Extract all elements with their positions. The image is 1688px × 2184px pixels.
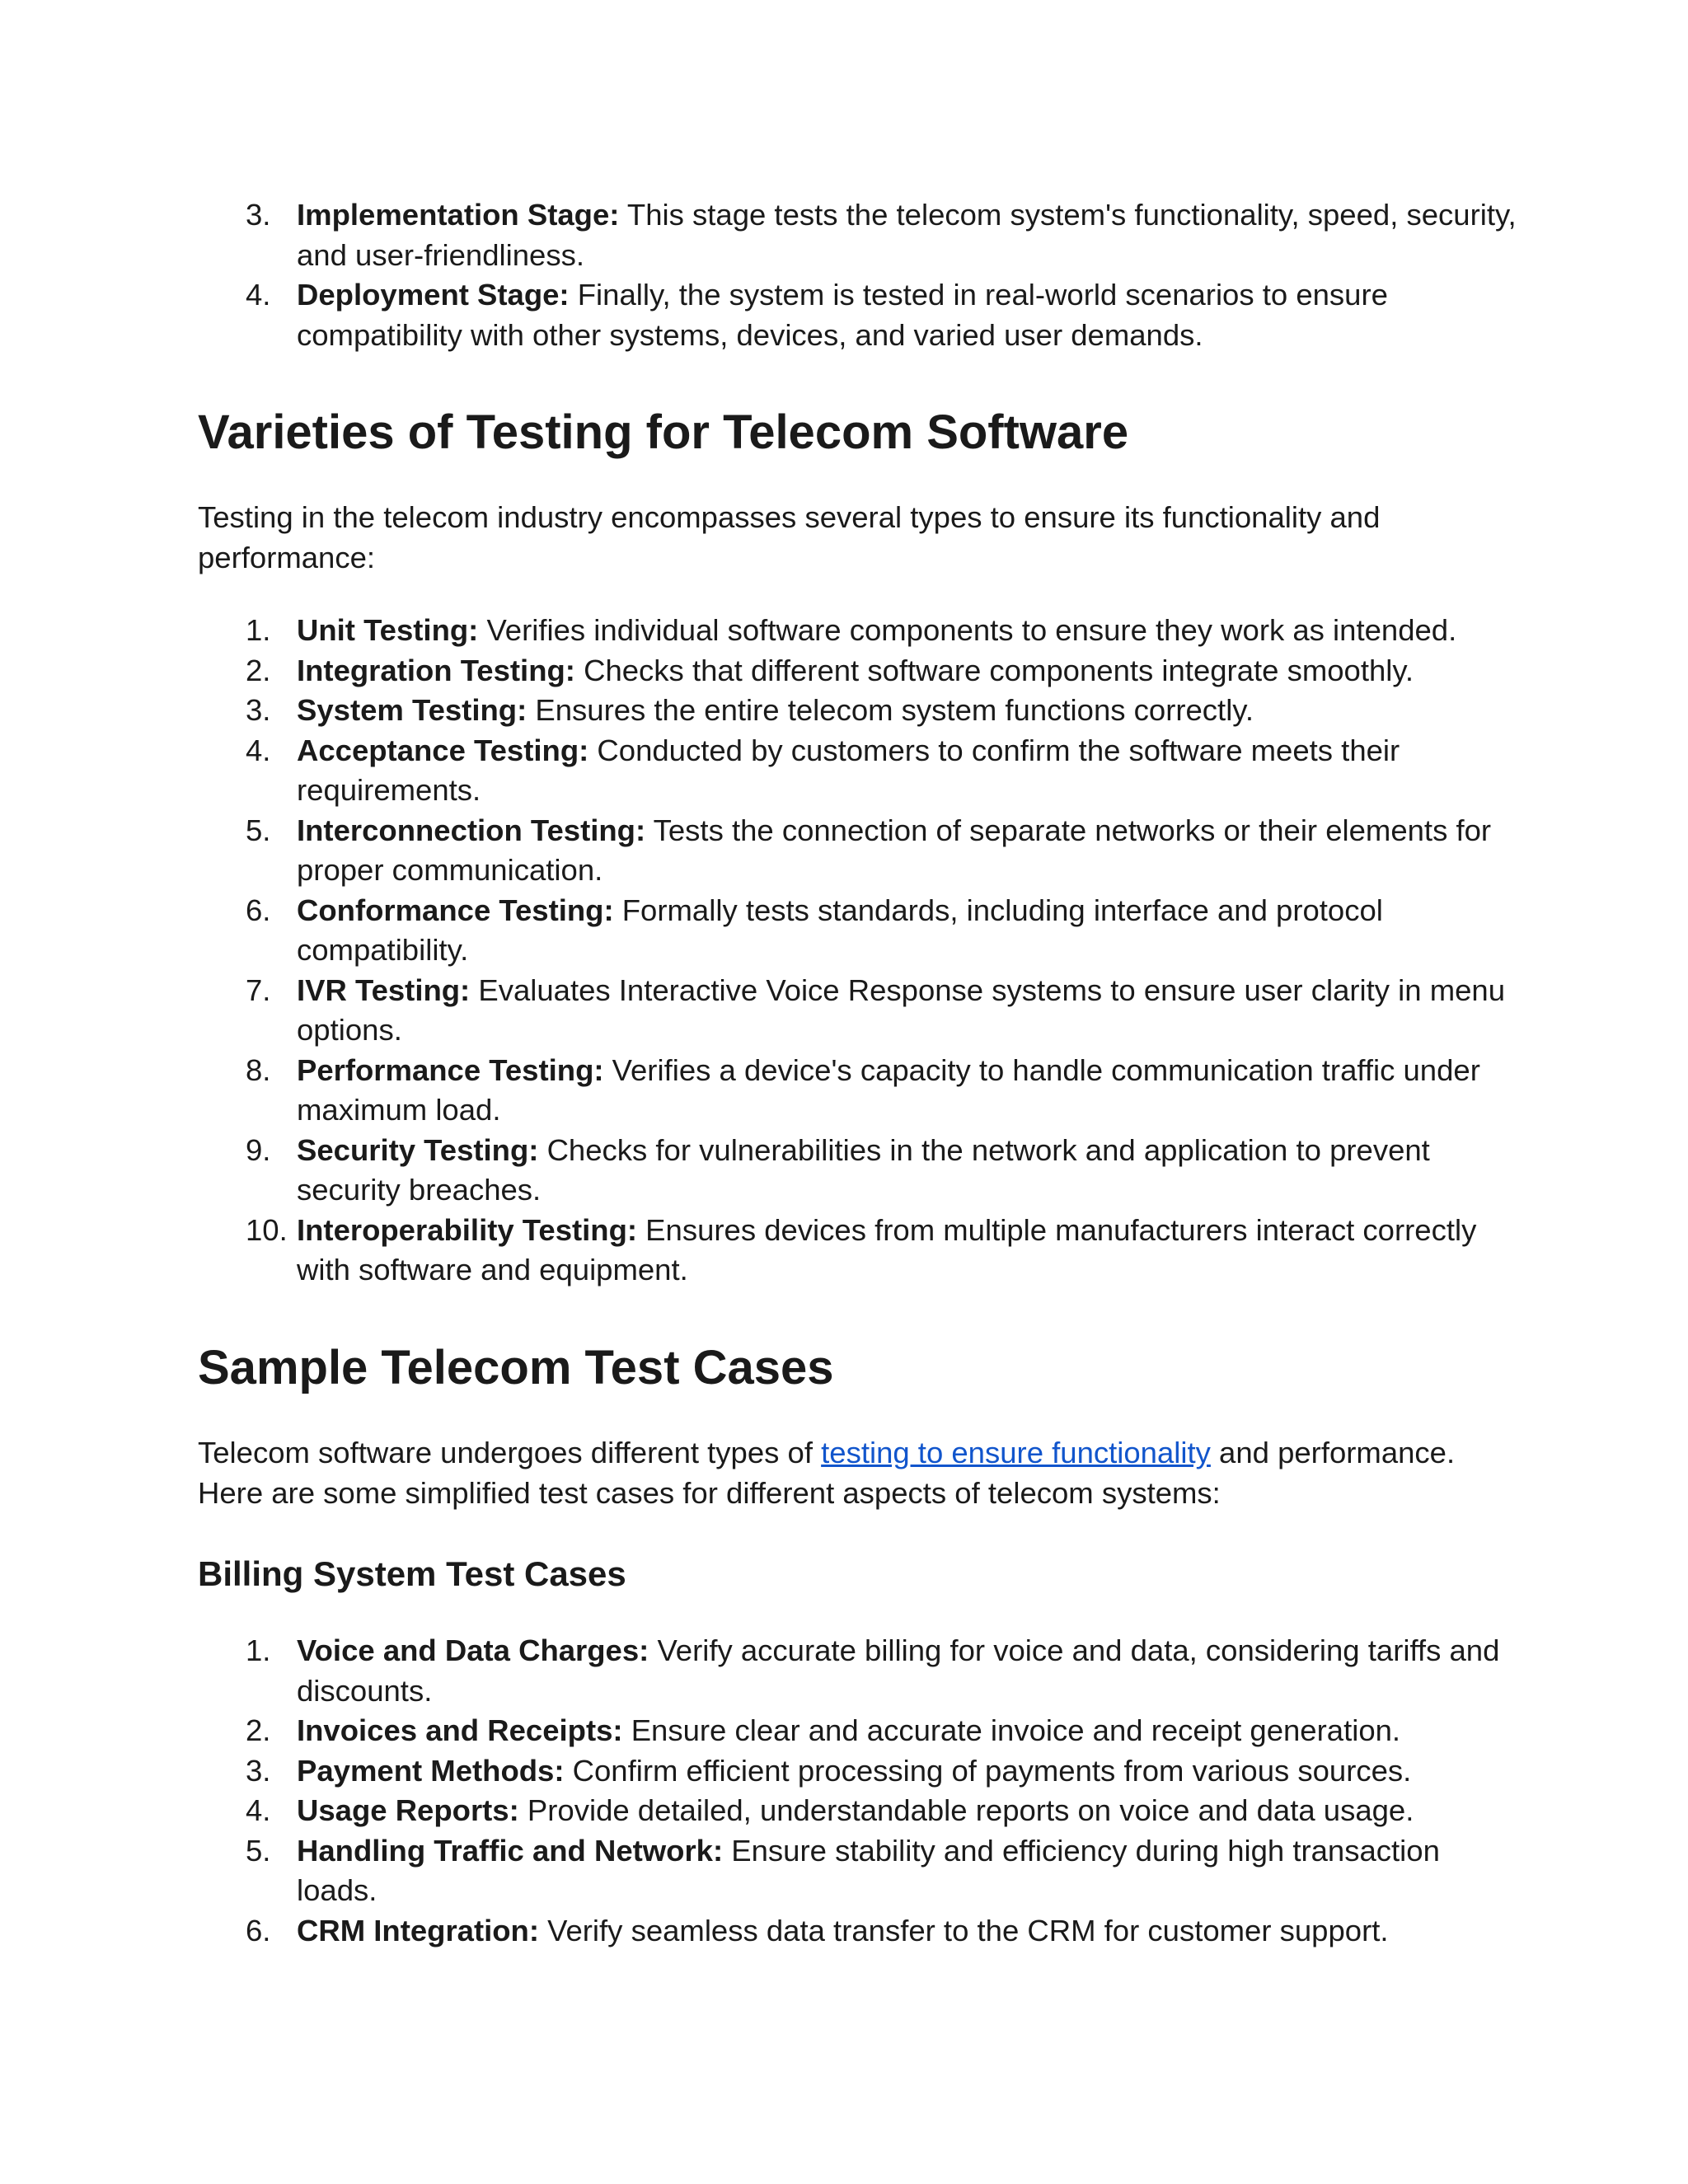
list-text: Verify seamless data transfer to the CRM for customer support. xyxy=(539,1913,1389,1947)
list-number: 5. xyxy=(246,1833,271,1868)
varieties-list xyxy=(198,611,1517,1291)
list-number: 4. xyxy=(246,278,271,312)
varieties-intro: Testing in the telecom industry encompasses several types to ensure its functionality and performance: xyxy=(198,500,1381,574)
list-item xyxy=(198,971,1517,1051)
list-number: 8. xyxy=(246,1052,271,1087)
list-item xyxy=(198,1831,1517,1911)
list-text: Ensures the entire telecom system functions correctly. xyxy=(527,693,1254,727)
list-term: Unit Testing: xyxy=(297,613,479,647)
list-text: This stage tests the telecom system's functionality, speed, security, and user-friendliness. xyxy=(297,198,1517,272)
list-term: Interoperability Testing: xyxy=(297,1212,638,1247)
list-text: Verify accurate billing for voice and data, considering tariffs and discounts. xyxy=(297,1633,1500,1708)
list-term: IVR Testing: xyxy=(297,972,471,1007)
list-item xyxy=(198,651,1517,691)
list-text: Verifies a device's capacity to handle communication traffic under maximum load. xyxy=(297,1052,1480,1127)
list-item xyxy=(198,1751,1517,1792)
list-item xyxy=(198,891,1517,971)
list-text: Verifies individual software components to ensure they work as intended. xyxy=(478,613,1457,647)
list-item xyxy=(198,275,1517,355)
list-number: 1. xyxy=(246,613,271,647)
list-term: Integration Testing: xyxy=(297,653,575,687)
list-item xyxy=(198,811,1517,891)
list-item xyxy=(198,731,1517,811)
list-number: 2. xyxy=(246,1713,271,1747)
list-term: Handling Traffic and Network: xyxy=(297,1833,724,1868)
list-term: Implementation Stage: xyxy=(297,198,620,232)
list-term: Voice and Data Charges: xyxy=(297,1633,649,1667)
list-term: System Testing: xyxy=(297,693,528,727)
sample-intro-after: and performance. Here are some simplified test cases for different aspects of telecom systems: xyxy=(198,1436,1456,1510)
list-number: 9. xyxy=(246,1132,271,1167)
list-number: 10. xyxy=(246,1212,288,1247)
sample-intro-before: Telecom software undergoes different types of xyxy=(198,1436,822,1469)
list-number: 6. xyxy=(246,1913,271,1947)
testing-functionality-link[interactable]: testing to ensure functionality xyxy=(821,1436,1211,1469)
stage-list xyxy=(198,195,1517,355)
list-term: Payment Methods: xyxy=(297,1753,565,1788)
sample-intro xyxy=(198,1433,1517,1513)
list-number: 1. xyxy=(246,1633,271,1667)
list-item xyxy=(198,1131,1517,1211)
list-text: Ensure clear and accurate invoice and receipt generation. xyxy=(622,1713,1401,1747)
list-term: Invoices and Receipts: xyxy=(297,1713,623,1747)
list-number: 3. xyxy=(246,1753,271,1788)
list-item xyxy=(198,195,1517,275)
list-text: Evaluates Interactive Voice Response systems to ensure user clarity in menu options. xyxy=(297,972,1506,1047)
list-number: 6. xyxy=(246,893,271,927)
list-number: 2. xyxy=(246,653,271,687)
list-text: Checks for vulnerabilities in the network and application to prevent security breaches. xyxy=(297,1132,1430,1207)
list-term: CRM Integration: xyxy=(297,1913,539,1947)
list-number: 3. xyxy=(246,693,271,727)
list-number: 7. xyxy=(246,972,271,1007)
list-text: Checks that different software components integrate smoothly. xyxy=(574,653,1414,687)
list-text: Conducted by customers to confirm the software meets their requirements. xyxy=(297,733,1400,807)
list-text: Ensure stability and efficiency during high transaction loads. xyxy=(297,1833,1440,1907)
billing-list xyxy=(198,1631,1517,1951)
list-text: Confirm efficient processing of payments from various sources. xyxy=(564,1753,1412,1788)
list-term: Usage Reports: xyxy=(297,1793,519,1827)
list-item xyxy=(198,1711,1517,1751)
varieties-heading: Varieties of Testing for Telecom Software xyxy=(198,405,1129,459)
list-text: Formally tests standards, including interface and protocol compatibility. xyxy=(297,893,1383,967)
list-text: Tests the connection of separate networks or their elements for proper communication. xyxy=(297,813,1492,887)
list-item xyxy=(198,1791,1517,1831)
list-term: Deployment Stage: xyxy=(297,278,570,312)
list-term: Acceptance Testing: xyxy=(297,733,589,767)
list-item xyxy=(198,1211,1517,1291)
list-term: Performance Testing: xyxy=(297,1052,604,1087)
list-number: 4. xyxy=(246,1793,271,1827)
list-number: 3. xyxy=(246,198,271,232)
list-item xyxy=(198,1631,1517,1711)
list-item xyxy=(198,611,1517,651)
billing-heading: Billing System Test Cases xyxy=(198,1554,626,1593)
list-item xyxy=(198,1911,1517,1952)
list-text: Finally, the system is tested in real-world scenarios to ensure compatibility with other systems, devices, and varied user demands. xyxy=(297,278,1388,352)
list-text: Ensures devices from multiple manufacturers interact correctly with software and equipment. xyxy=(297,1212,1477,1286)
list-item xyxy=(198,1051,1517,1131)
list-number: 4. xyxy=(246,733,271,767)
list-term: Security Testing: xyxy=(297,1132,539,1167)
list-term: Conformance Testing: xyxy=(297,893,614,927)
list-item xyxy=(198,691,1517,731)
list-term: Interconnection Testing: xyxy=(297,813,646,847)
list-text: Provide detailed, understandable reports on voice and data usage. xyxy=(518,1793,1414,1827)
list-number: 5. xyxy=(246,813,271,847)
sample-heading: Sample Telecom Test Cases xyxy=(198,1341,834,1394)
